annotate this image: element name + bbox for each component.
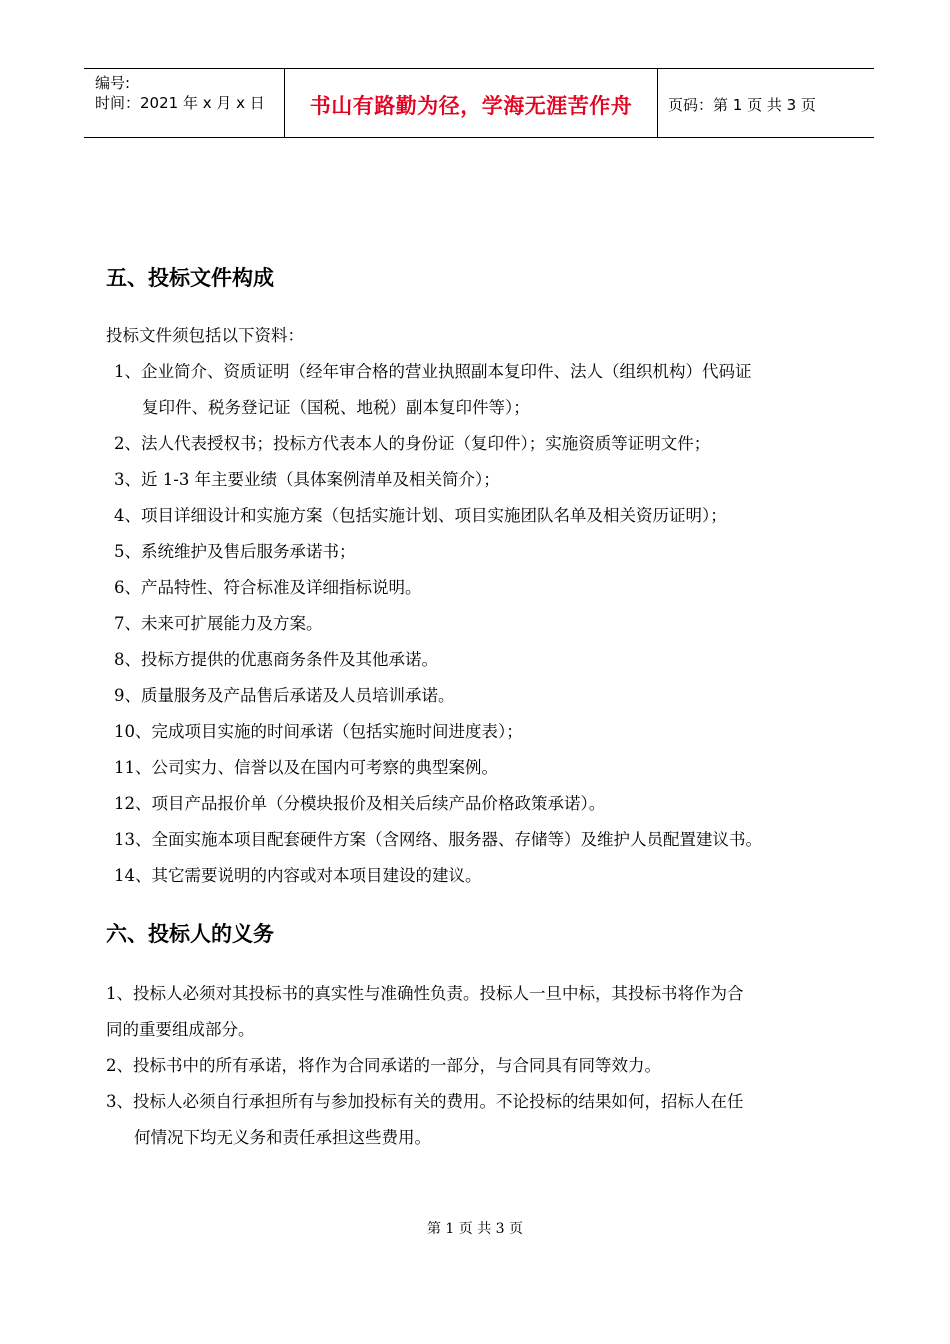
section5-title: 五、投标文件构成 — [106, 266, 274, 290]
header-motto: 书山有路勤为径，学海无涯苦作舟 — [285, 69, 658, 137]
section5-item: 6、产品特性、符合标准及详细指标说明。 — [114, 578, 422, 597]
section5-item: 7、未来可扩展能力及方案。 — [114, 614, 323, 633]
header-page-info: 页码：第 1 页 共 3 页 — [668, 95, 816, 114]
section5-item: 8、投标方提供的优惠商务条件及其他承诺。 — [114, 650, 438, 669]
section6-item: 何情况下均无义务和责任承担这些费用。 — [134, 1128, 431, 1147]
section6-title: 六、投标人的义务 — [106, 922, 274, 946]
section6-item: 1、投标人必须对其投标书的真实性与准确性负责。投标人一旦中标，其投标书将作为合 — [106, 984, 744, 1003]
section6-item: 3、投标人必须自行承担所有与参加投标有关的费用。不论投标的结果如何，招标人在任 — [106, 1092, 744, 1111]
section5-item: 14、其它需要说明的内容或对本项目建设的建议。 — [114, 866, 482, 885]
section5-item: 10、完成项目实施的时间承诺（包括实施时间进度表）； — [114, 722, 523, 741]
section6-item: 同的重要组成部分。 — [106, 1020, 255, 1039]
serial-label: 编号: — [95, 74, 131, 92]
section6-item: 2、投标书中的所有承诺，将作为合同承诺的一部分，与合同具有同等效力。 — [106, 1056, 661, 1075]
date-label: 时间：2021 年 x 月 x 日 — [95, 94, 265, 112]
section5-item: 13、全面实施本项目配套硬件方案（含网络、服务器、存储等）及维护人员配置建议书。 — [114, 830, 762, 849]
section5-item: 2、法人代表授权书；投标方代表本人的身份证（复印件）；实施资质等证明文件； — [114, 434, 711, 453]
section5-item: 3、近 1-3 年主要业绩（具体案例清单及相关简介）； — [114, 470, 500, 489]
page-header — [84, 68, 874, 138]
section5-item: 5、系统维护及售后服务承诺书； — [114, 542, 356, 561]
section5-item: 1、企业简介、资质证明（经年审合格的营业执照副本复印件、法人（组织机构）代码证 — [114, 362, 752, 381]
section5-item: 9、质量服务及产品售后承诺及人员培训承诺。 — [114, 686, 455, 705]
section5-item: 复印件、税务登记证（国税、地税）副本复印件等）； — [142, 398, 530, 417]
section5-item: 12、项目产品报价单（分模块报价及相关后续产品价格政策承诺）。 — [114, 794, 606, 813]
header-left-cell — [84, 69, 285, 137]
section5-item: 4、项目详细设计和实施方案（包括实施计划、项目实施团队名单及相关资历证明）； — [114, 506, 727, 525]
page-footer: 第 1 页 共 3 页 — [426, 1221, 524, 1237]
section5-item: 11、公司实力、信誉以及在国内可考察的典型案例。 — [114, 758, 498, 777]
section5-intro: 投标文件须包括以下资料： — [106, 326, 304, 345]
